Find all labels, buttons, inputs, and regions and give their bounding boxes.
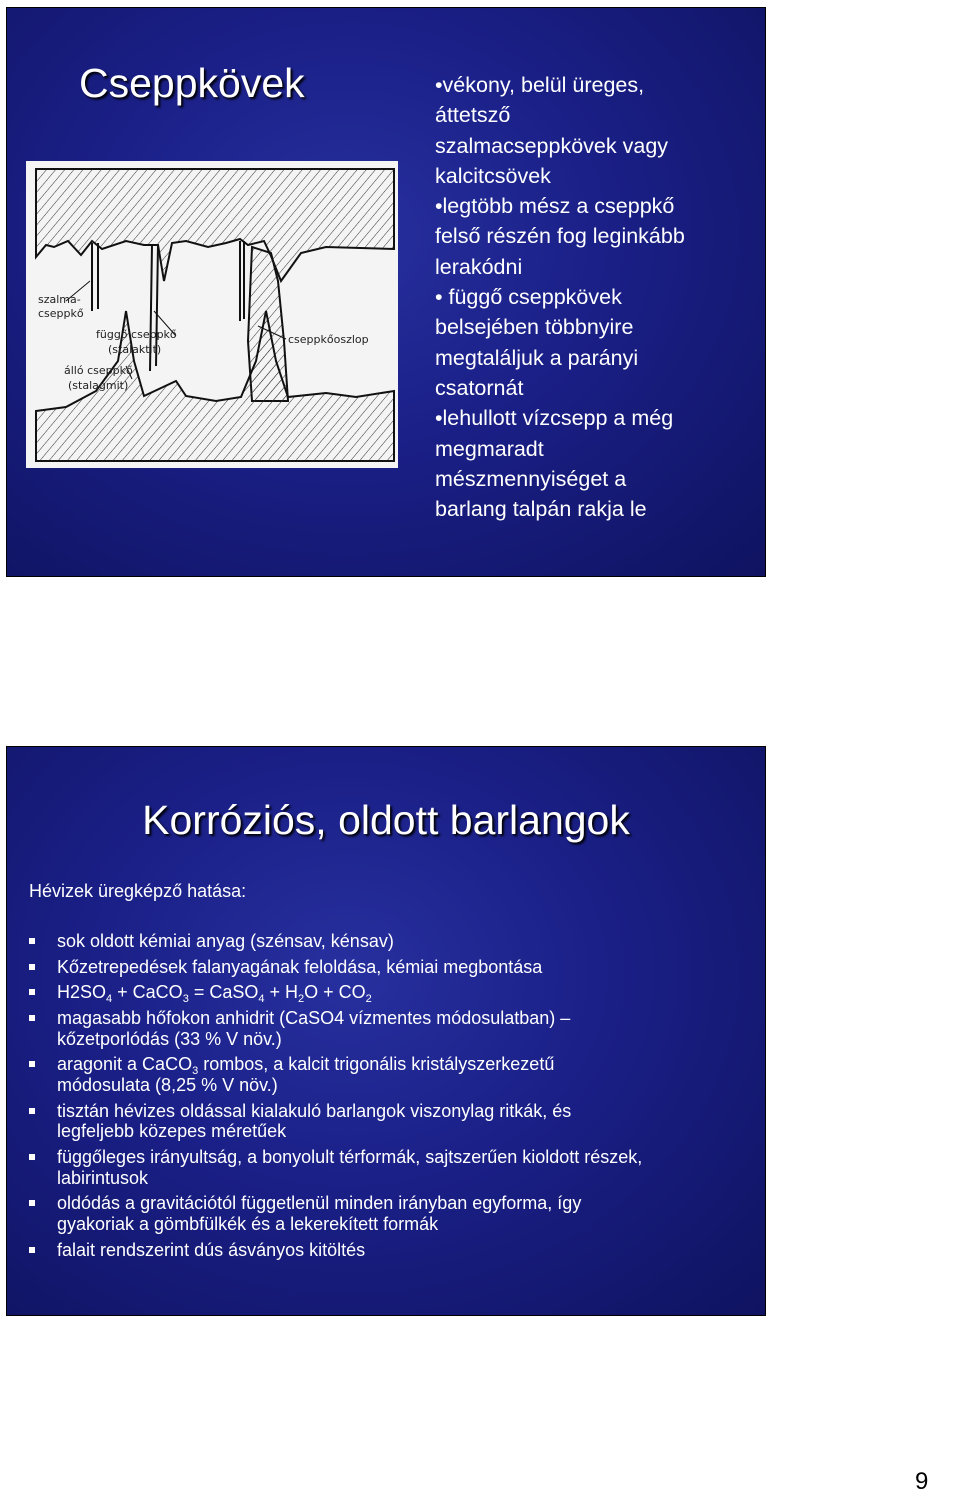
text-line: felső részén fog leginkább [435, 224, 685, 249]
list-item: sok oldott kémiai anyag (szénsav, kénsav) [29, 931, 759, 952]
slide-intro: Hévizek üregképző hatása: [29, 881, 247, 901]
list-item: függőleges irányultság, a bonyolult térformák, sajtszerűen kioldott részek, labirintusok [29, 1147, 759, 1189]
label-stalagmite-1: álló cseppkő [64, 364, 133, 377]
text-line: barlang talpán rakja le [435, 497, 647, 522]
slide-title: Korróziós, oldott barlangok [142, 797, 630, 843]
square-bullet-icon [29, 1154, 35, 1160]
list-item: Kőzetrepedések falanyagának feloldása, kémiai megbontása [29, 957, 759, 978]
label-column: cseppkőoszlop [288, 333, 369, 346]
label-stalactite-2: (stalaktit) [108, 343, 162, 356]
page-number: 9 [915, 1468, 929, 1495]
label-straw-1: szalma- [38, 293, 81, 306]
square-bullet-icon [29, 964, 35, 970]
slide-title: Cseppkövek [79, 60, 305, 106]
chemical-equation: $H2SO_4$ + CaCO$_3$ = CaSO$_4$ + $H_2O + CO_2$ [57, 982, 372, 1006]
text-line: •legtöbb mész a cseppkő [435, 194, 675, 219]
text-line: kalcitcsövek [435, 163, 551, 188]
text-line: • függő cseppkövek [435, 285, 622, 310]
square-bullet-icon [29, 1247, 35, 1253]
label-straw-2: cseppkő [38, 307, 84, 320]
square-bullet-icon [29, 1061, 35, 1067]
text-line: áttetsző [435, 103, 511, 128]
bullet-list [29, 931, 759, 1265]
label-stalactite-1: függő cseppkő [96, 328, 177, 341]
list-item: oldódás a gravitációtól függetlenül minden irányban egyforma, így gyakoriak a gömbfülkék és a lekerekített formák [29, 1193, 759, 1235]
list-item: magasabb hőfokon anhidrit (CaSO4 vízmentes módosulatban) – kőzetporlódás (33 % V növ.) [29, 1008, 759, 1050]
square-bullet-icon [29, 1108, 35, 1114]
square-bullet-icon [29, 1015, 35, 1021]
square-bullet-icon [29, 1200, 35, 1206]
slide-korrozios-barlangok [6, 746, 766, 1316]
text-line: megmaradt [435, 436, 544, 461]
text-line: belsejében többnyire [435, 315, 634, 340]
text-line: mészmennyiséget a [435, 466, 627, 491]
text-line: •vékony, belül üreges, [435, 73, 645, 97]
square-bullet-icon [29, 938, 35, 944]
cave-formation-illustration [26, 161, 398, 468]
label-stalagmite-2: (stalagmit) [68, 379, 129, 392]
text-line: •lehullott vízcsepp a még [435, 406, 674, 431]
list-item-formula [29, 982, 759, 1006]
slide-cseppkovek [6, 7, 766, 577]
list-item: falait rendszerint dús ásványos kitöltés [29, 1240, 759, 1261]
slide1-bullet-text [435, 70, 760, 524]
text-line: csatornát [435, 375, 524, 400]
square-bullet-icon [29, 989, 35, 995]
text-line: szalmacseppkövek vagy [435, 133, 669, 158]
list-item: aragonit a CaCO$_3$ rombos, a kalcit trigonális kristályszerkezetű módosulata (8,25 % V növ.) [29, 1054, 759, 1096]
list-item: tisztán hévizes oldással kialakuló barlangok viszonylag ritkák, és legfeljebb közepes méretűek [29, 1101, 759, 1143]
text-line: megtaláljuk a parányi [435, 345, 639, 370]
text-line: lerakódni [435, 254, 523, 279]
